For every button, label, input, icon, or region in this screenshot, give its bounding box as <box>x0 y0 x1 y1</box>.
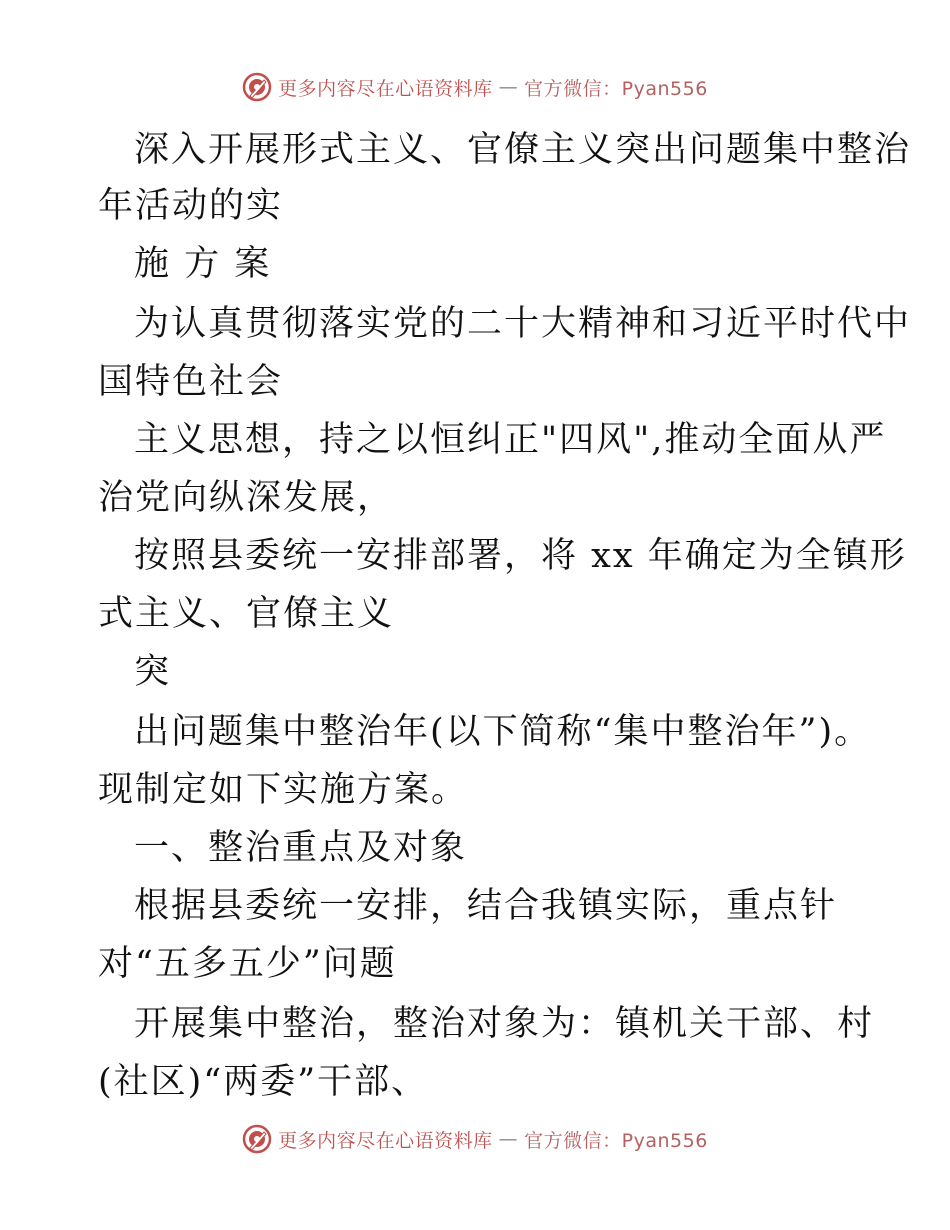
doc-paragraph-line: 出问题集中整治年(以下简称“集中整治年”)。 <box>134 712 872 752</box>
watermark-main-text: 更多内容尽在心语资料库 <box>278 1129 493 1152</box>
watermark-footer <box>0 1124 950 1154</box>
watermark-contact-text: 官方微信：Pyan556 <box>524 1129 708 1152</box>
quill-circle-logo-icon <box>242 1124 272 1154</box>
doc-paragraph-line: 为认真贯彻落实党的二十大精神和习近平时代中 <box>134 304 912 344</box>
doc-paragraph-line: 主义思想，持之以恒纠正"四风",推动全面从严 <box>134 420 887 460</box>
doc-paragraph-line: 突 <box>134 652 172 692</box>
doc-title-line-3: 施 方 案 <box>134 244 272 284</box>
doc-paragraph-line: 根据县委统一安排，结合我镇实际，重点针 <box>134 886 838 926</box>
doc-paragraph-line: 国特色社会 <box>98 362 284 402</box>
doc-paragraph-line: 按照县委统一安排部署，将 xx 年确定为全镇形 <box>134 536 907 576</box>
doc-paragraph-line: 式主义、官僚主义 <box>98 594 395 634</box>
watermark-contact-text: 官方微信：Pyan556 <box>524 77 708 100</box>
doc-paragraph-line: 开展集中整治，整治对象为：镇机关干部、村 <box>134 1004 875 1044</box>
doc-paragraph-line: (社区)“两委”干部、 <box>98 1062 429 1102</box>
watermark-main-text: 更多内容尽在心语资料库 <box>278 77 493 100</box>
doc-paragraph-line: 现制定如下实施方案。 <box>98 770 469 810</box>
watermark-separator: — <box>498 1128 519 1150</box>
watermark-header <box>0 72 950 102</box>
doc-title-line-1: 深入开展形式主义、官僚主义突出问题集中整治 <box>134 130 912 170</box>
doc-section-heading: 一、整治重点及对象 <box>134 828 468 868</box>
watermark-separator: — <box>498 76 519 98</box>
doc-paragraph-line: 对“五多五少”问题 <box>98 944 397 984</box>
doc-title-line-2: 年活动的实 <box>98 186 284 226</box>
quill-circle-logo-icon <box>242 72 272 102</box>
doc-paragraph-line: 治党向纵深发展， <box>98 478 395 518</box>
